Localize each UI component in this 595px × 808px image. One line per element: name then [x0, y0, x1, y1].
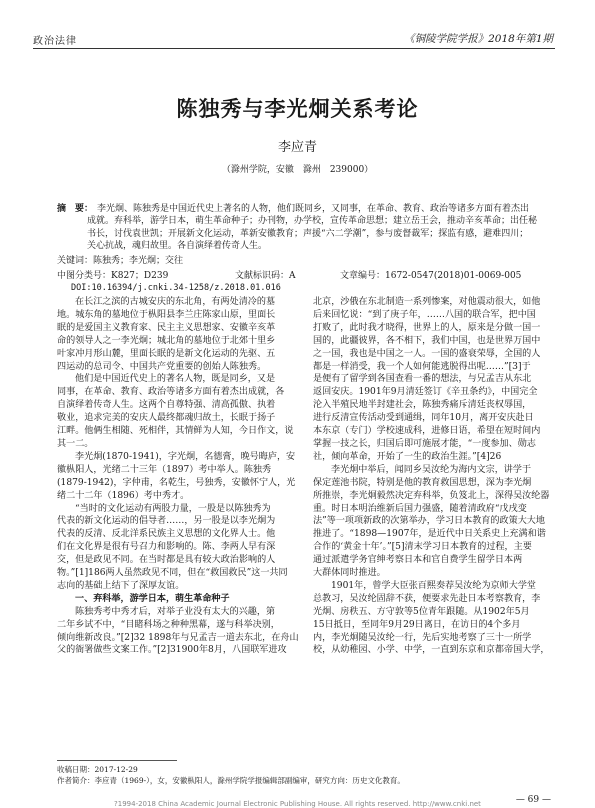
body-text-line: 国的，此疆彼界，各不相下，我们中国，也是世界万国中	[313, 335, 541, 346]
abstract-line	[57, 203, 541, 215]
body-text-line: 校，从幼稚园、小学、中学，一直到东京和京都帝国大学，	[313, 645, 550, 656]
body-text-line: 他们是中国近代史上的著名人物，既是同乡，又是	[75, 374, 276, 385]
body-text-line: 物。”[1]186两人虽然政见不同，但在“救国救民”这一共同	[57, 568, 288, 579]
body-text-line: 二年乡试不中，“目睹科场之种种黑幕，遂与科举决别，	[57, 619, 280, 630]
copyright-watermark: ?1994-2018 China Academic Journal Electronic Publishing House. All rights reserved. http://www.cnki.net	[114, 800, 481, 808]
body-text-line: 叶家冲月形山麓，里面长眠的是新文化运动的先驱、五	[57, 348, 276, 359]
body-text-line: 命的领导人之一李光炯；城北角的墓地位于北郊十里乡	[57, 335, 276, 346]
body-text-line: 后来回忆说：“到了庚子年，……八国的联合军，把中国	[313, 309, 536, 320]
body-text-line: “当时的文化运动有两股力量，一股是以陈独秀为	[75, 503, 271, 514]
author-bio: 作者简介：李应青（1969-），女，安徽枞阳人，滁州学院学报编辑部副编审，研究方向：历史文化教育。	[57, 776, 405, 785]
received-date: 收稿日期：2017-12-29	[57, 765, 138, 774]
body-text-line: 都是一样消受，我一个人如何能逃脱得出呢……”[3]于	[313, 361, 531, 372]
author-affiliation: （滁州学院，安徽 滁州 239000）	[221, 165, 374, 175]
body-text-line: 志向的基础上结下了深厚友谊。	[57, 580, 185, 591]
body-text-line: 法”等一项项新政的次第举办，学习日本教育的政策大大地	[313, 516, 545, 527]
running-header-journal: 《铜陵学院学报》2018年第1期	[404, 33, 553, 45]
doi: DOI:10.16394/j.cnki.34-1258/z.2018.01.016	[71, 283, 281, 293]
body-text-line: 李光炯中举后，闻同乡吴汝纶为海内文宗，讲学于	[331, 464, 532, 475]
page-number: — 69 —	[515, 795, 551, 805]
body-text-line: 倾向维新改良。”[2]32 1898年与兄孟吉一道去东北，在舟山	[57, 632, 299, 643]
body-text-line: 陈独秀考中秀才后，对举子业没有太大的兴趣，第	[75, 606, 276, 617]
body-text-line: 社，倾向革命，开始了一生的政治生涯。”[4]26	[313, 451, 502, 462]
body-text-line: 沦入半殖民地半封建社会，陈独秀痛斥清廷丧权辱国，	[313, 400, 532, 411]
paper-title: 陈独秀与李光炯关系考论	[176, 96, 419, 121]
abstract-line	[57, 240, 541, 252]
footnote	[57, 764, 405, 786]
body-text-line: 掌握一技之长，归国后即可施展才能，“一度参加、勋志	[313, 438, 536, 449]
body-text-line: 地。城东角的墓地位于枞阳县李兰庄陈家山原，里面长	[57, 309, 276, 320]
abstract-line	[57, 228, 541, 240]
body-text-line: 通过派遣学务官绅考察日本和官自费学生留学日本两	[313, 555, 523, 566]
body-text-line: 交，但是政见不同。在当时都是具有较大政治影响的人	[57, 555, 276, 566]
body-column-right	[313, 296, 553, 657]
body-text-line: 合作的‘黄金十年’。”[5]清末学习日本教育的过程，主要	[313, 542, 532, 553]
body-text-line: 四运动的总司令、中国共产党重要的创始人陈独秀。	[57, 361, 267, 372]
header-rule	[33, 48, 555, 49]
abstract-line-text: 关心抗战，魂归故里。各自演绎着传奇人生。	[87, 241, 268, 252]
section-heading: 一、弃科举，游学日本，萌生革命种子	[75, 592, 230, 604]
body-text-line: 同事，在革命、教育、政治等诸多方面有着杰出成就，各	[57, 387, 285, 398]
body-text-line: 们在文化界是很有号召力和影响的。陈、李两人早有深	[57, 542, 276, 553]
body-text-line: 光炯、房秩五、方守敦等5位青年跟随。从1902年5月	[313, 606, 530, 617]
body-text-line: 内，李光炯随吴汝纶一行，先后实地考察了三十一所学	[313, 632, 532, 643]
abstract-line	[57, 215, 541, 227]
abstract-line-text: 李光炯、陈独秀是中国近代史上著名的人物，他们既同乡，又同事，在革命、教育、政治等诸多方面有着杰出	[97, 204, 530, 214]
body-text-line: 绪二十二年（1896）考中秀才。	[57, 490, 190, 501]
body-text-line: 代表的反清、反北洋系民族主义思想的文化界人士。他	[57, 529, 276, 540]
abstract-line-text: 成就。弃科举，游学日本，萌生革命种子；办刊物，办学校，宣传革命思想；建立岳王会，推动辛亥革命；出任秘	[87, 216, 538, 227]
body-text-line: 江畔。他俩生相随、死相伴，其情鲜为人知，今日作文，说	[57, 426, 294, 437]
body-text-line: 保定莲池书院，特别是他的教育救国思想，深为李光炯	[313, 477, 532, 488]
body-text-line: 进行反清宣传活动受到通缉，同年10月，离开安庆赴日	[313, 413, 534, 424]
body-text-line: 本东京（专门）学校速成科，进修日语，希望在短时间内	[313, 426, 541, 437]
abstract-label: 摘 要：	[57, 204, 94, 214]
body-text-line: 北京，沙俄在东北制造一系列惨案，对他震动很大，如他	[313, 297, 541, 307]
author-name: 李应青	[277, 140, 317, 155]
body-text-line: 15日抵日，至同年9月29日离日，在访日的4个多月	[313, 619, 521, 630]
body-text-line: 大群体同时推进。	[313, 568, 386, 579]
footnote-rule	[57, 760, 177, 761]
body-text-line: 代表的新文化运动的倡导者……，另一股是以李光炯为	[57, 516, 276, 527]
abstract	[57, 203, 541, 253]
body-text-line: 是便有了留学到各国查看一番的想法，与兄孟吉从东北	[313, 374, 532, 385]
body-text-line: 徽枞阳人，光绪二十三年（1897）考中举人。陈独秀	[57, 464, 272, 475]
body-text-line: 1901年，曾学大臣张百熙奏荐吴汝纶为京师大学堂	[331, 580, 537, 591]
body-text-line: 其一二。	[57, 438, 94, 449]
body-text-line: 打败了，此时我才晓得，世界上的人，原来是分做一国一	[313, 322, 541, 333]
body-text-line: 之一国，我也是中国之一人。一国的盛衰荣辱，全国的人	[313, 348, 541, 359]
body-text-line: 自演绎着传奇人生。这两个自尊特强、清高孤傲、执着	[57, 400, 276, 411]
body-text-line: 眠的是爱国主义教育家、民主主义思想家、安徽辛亥革	[57, 322, 276, 333]
body-column-left	[57, 296, 303, 657]
body-text-line: 父的衙署做些文案工作。”[2]31900年8月，八国联军进攻	[57, 645, 287, 656]
body-text-line: 返回安庆。1901年9月清廷签订《辛丑条约》，中国完全	[313, 387, 538, 398]
abstract-line-text: 书长，讨伐袁世凯；开展新文化运动，革新安徽教育；声援“六二学潮”，参与废督裁军；探监有感，避难四川；	[87, 228, 529, 239]
body-text-line: 总教习，吴汝纶固辞不获，便要求先赴日本考察教育，李	[313, 593, 541, 604]
body-text-line: 敬业，追求完美的安庆人最终都魂归故土，长眠于扬子	[57, 413, 276, 424]
clc-number: 中图分类号：K827；D239	[57, 271, 169, 281]
body-text-line: 所推崇，李光炯毅然决定弃科举，负笈北上，深得吴汝纶器	[313, 490, 550, 501]
body-text-line: 推进了。“1898—1907年，是近代中日关系史上充满和谐	[313, 529, 546, 540]
article-number: 文章编号：1672-0547(2018)01-0069-005	[340, 271, 522, 281]
abstract-text	[57, 203, 541, 253]
body-text-line: 重。时日本明治维新后国力强盛，随着清政府“戊戌变	[313, 503, 527, 514]
body-text-line: (1879-1942)，字仲甫，名乾生，号独秀，安徽怀宁人，光	[57, 477, 296, 488]
body-text-line: 李光炯(1870-1941)，字光炯，名德膏，晚号晦庐，安	[75, 451, 296, 462]
body-text-line: 在长江之滨的古城安庆的东北角，有两处清冷的墓	[75, 297, 276, 307]
keywords: 关键词：陈独秀；李光炯；交往	[57, 256, 184, 266]
running-header-section: 政治法律	[33, 36, 77, 47]
document-code: 文献标识码：A	[235, 271, 296, 281]
